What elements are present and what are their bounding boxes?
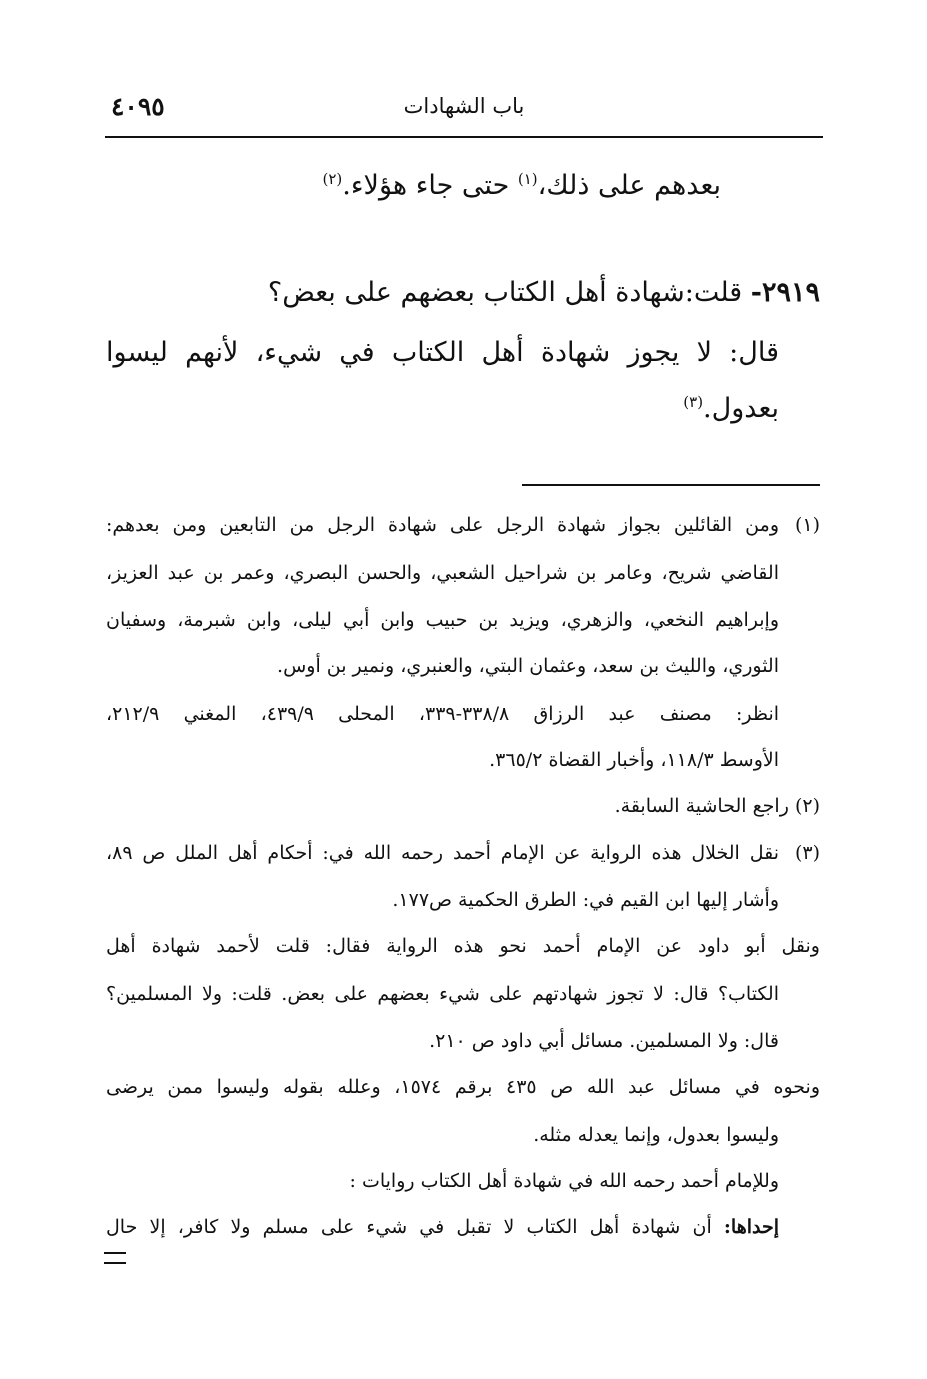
footnote-line: وإبراهيم النخعي، والزهري، ويزيد بن حبيب وابن أبي ليلى، وابن شبرمة، وسفيان <box>106 609 779 631</box>
main-text: بعدهم على ذلك، <box>537 170 721 201</box>
footnote-line: القاضي شريح، وعامر بن شراحيل الشعبي، والحسن البصري، وعمر بن عبد العزيز، <box>106 562 779 584</box>
running-title: باب الشهادات <box>403 94 525 118</box>
page-header <box>105 86 823 138</box>
footnote-ref: (٢) <box>322 170 343 188</box>
footnote-line: وأشار إليها ابن القيم في: الطرق الحكمية ص١٧٧. <box>392 889 779 911</box>
footnote-line <box>106 1216 779 1238</box>
main-text: حتى جاء هؤلاء. <box>342 170 518 201</box>
answer-line <box>683 393 779 424</box>
footnote-marker: (٣) <box>794 842 820 864</box>
entry-number: ٢٩١٩- <box>750 277 820 308</box>
answer-text: بعدول. <box>703 393 779 424</box>
footnote-line: الكتاب؟ قال: لا تجوز شهادتهم على شيء بعضهم على بعض. قلت: ولا المسلمين؟ <box>106 983 779 1005</box>
footnote-marker: (٢) <box>794 795 820 817</box>
footnote-ref: (٣) <box>683 393 704 411</box>
continuation-mark <box>104 1252 126 1264</box>
footnote-line: وليسوا بعدول، وإنما يعدله مثله. <box>533 1124 779 1146</box>
footnote-line: انظر: مصنف عبد الرزاق ٣٣٨/٨-٣٣٩، المحلى ٤٣٩/٩، المغني ٢١٢/٩، <box>106 703 780 725</box>
page-number: ٤٠٩٥ <box>111 92 165 121</box>
footnote-line: الأوسط ١١٨/٣، وأخبار القضاة ٣٦٥/٢. <box>489 749 779 771</box>
entry-heading <box>268 277 820 308</box>
footnote-ref: (١) <box>517 170 538 188</box>
footnote-line: ونقل أبو داود عن الإمام أحمد نحو هذه الرواية فقال: قلت لأحمد شهادة أهل <box>106 935 820 957</box>
footnote-separator <box>522 484 820 486</box>
header-rule <box>105 136 823 138</box>
footnote-label: إحداها: <box>723 1216 779 1238</box>
footnote-line: ومن القائلين بجواز شهادة الرجل على شهادة الرجل من التابعين ومن بعدهم: <box>106 514 779 536</box>
footnote-text: راجع الحاشية السابقة. <box>614 795 789 817</box>
answer-line: قال: لا يجوز شهادة أهل الكتاب في شيء، لأنهم ليسوا <box>106 337 779 368</box>
footnote-line: وللإمام أحمد رحمه الله في شهادة أهل الكتاب روايات : <box>349 1170 779 1192</box>
footnote-marker: (١) <box>794 514 820 536</box>
footnote-text: أن شهادة أهل الكتاب لا تقبل في شيء على مسلم ولا كافر، إلا حال <box>106 1216 724 1238</box>
footnote-line: الثوري، والليث بن سعد، وعثمان البتي، والعنبري، ونمير بن أوس. <box>277 655 779 677</box>
entry-question: قلت:شهادة أهل الكتاب بعضهم على بعض؟ <box>267 277 751 308</box>
footnote-line: ونحوه في مسائل عبد الله ص ٤٣٥ برقم ١٥٧٤، وعلله بقوله وليسوا ممن يرضى <box>106 1076 821 1098</box>
footnote-line: قال: ولا المسلمين. مسائل أبي داود ص ٢١٠. <box>429 1030 779 1052</box>
main-text-line <box>323 170 722 201</box>
footnote-2 <box>615 795 820 817</box>
footnote-line: نقل الخلال هذه الرواية عن الإمام أحمد رحمه الله في: أحكام أهل الملل ص ٨٩، <box>106 842 779 864</box>
